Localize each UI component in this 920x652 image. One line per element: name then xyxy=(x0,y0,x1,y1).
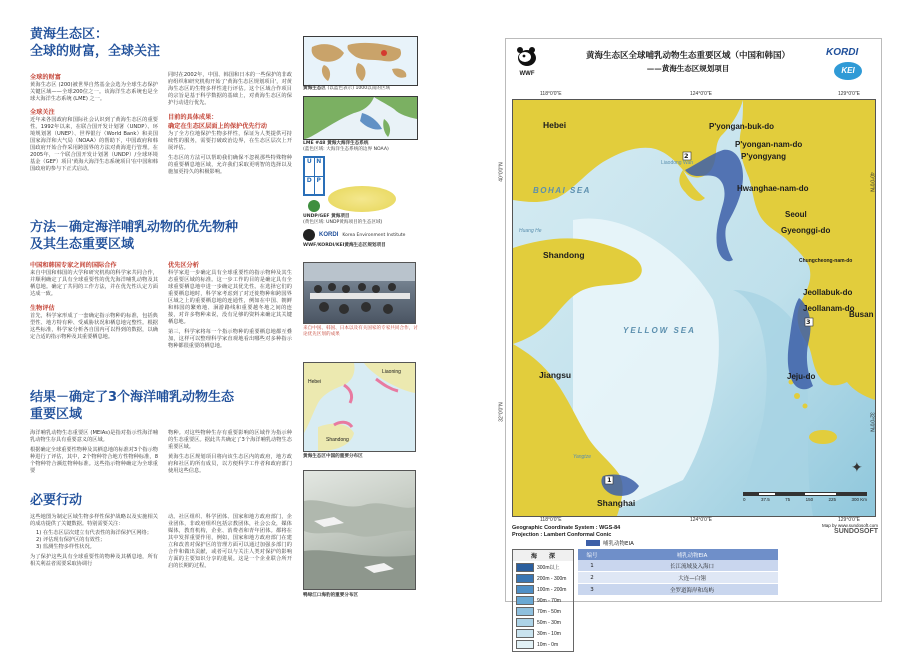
depth-legend-rows xyxy=(513,561,573,651)
credit-url: Map by www.sundosoft.com xyxy=(821,523,878,528)
label-gyeonggi: Gyeonggi-do xyxy=(781,226,831,235)
depth-legend-row xyxy=(516,606,570,617)
map-frame xyxy=(512,99,876,517)
depth-legend-row xyxy=(516,562,570,573)
label-yangtze: Yangtze xyxy=(573,454,591,460)
section4-title: 必要行动 xyxy=(30,493,83,508)
para-goal2: 生态区的方法可以帮助我们确保不忽视那些特殊物种的重要栖息地区域，允许我们采取更明智的选择以及施加更持久的积极影响。 xyxy=(168,155,292,175)
caption-partners: WWF/KORDI/KEI黄海生态区规划项目 xyxy=(303,243,386,248)
depth-range-label: 200m - 300m xyxy=(537,575,567,582)
label-pyongan-buk: P'yongan-buk-do xyxy=(709,122,775,131)
partner-logos xyxy=(303,228,423,242)
sub-biology: 生物评估 xyxy=(30,305,55,312)
para-analysis: 科学家进一步确定具有全球重要性的指示物种及其生态重要区域的标准。这一步工作的目的是确定具有全球重要栖息地中进一步确定其优先性。在选择它们的重要栖息地时，科学家考虑到了对迁徙物种和跨国界区域之上的重要栖息地的连通性，例如在中国、朝鲜和韩国的繁殖地、洄游路线和重要越冬地之间的连接，对许多物种来说，没有足够的资料来确定其关键栖息地。 xyxy=(168,270,292,325)
legend-meia xyxy=(586,539,634,547)
scale-tick-2: 75 xyxy=(785,497,791,502)
caption-lme-title: LME #48 黄海大海洋生态系统 xyxy=(303,141,369,146)
label-hwanghae: Hwanghae-nam-do xyxy=(737,184,809,193)
mini-label-shandong: Shandong xyxy=(326,437,349,443)
para-mid-result: 物种。对这些物种生存有重要影响的区域作为指示种的生态重要区。据此共共确定了3个海洋哺乳动物生态重要区域。 xyxy=(168,430,292,450)
mini-distribution-map xyxy=(303,362,416,452)
para-mid-action: 动。社区组织、科学团体、国家和地方政府部门，企业团体，非政府组织包括宗教团体，社会公众，媒体媒体，教育机构，企业、消费者和青年团体。都将在其中发挥重要作用，例如，国家和地方政府部门在建立和改善对保护区的管理方面可以通过加强多部门的合作和做出贡献，或者可以与关注人类对保护的影响方面的主要知识分享的进展。这是一个企业联合所开启的长期的过程。 xyxy=(168,514,292,569)
aerial-photo-graphic xyxy=(304,471,415,589)
analysis-block xyxy=(168,260,292,350)
bottom-tick-2: 124°0'0"E xyxy=(690,517,712,523)
sub-analysis: 优先区分析 xyxy=(168,262,199,269)
table-cell-name: 全罗道海岸和岛屿 xyxy=(669,587,714,594)
figure-world-map xyxy=(303,36,418,86)
section2-title xyxy=(30,219,300,253)
map-subtitle: ——黄海生态区规划项目 xyxy=(646,64,730,73)
action-block-2 xyxy=(168,514,292,570)
mini-label-hebei: Hebei xyxy=(308,379,322,385)
scale-bar xyxy=(743,492,867,512)
scale-tick-4: 225 xyxy=(828,497,837,502)
sub-goal: 目前的具体成果： xyxy=(168,114,218,121)
top-tick-3: 129°0'0"E xyxy=(838,91,860,97)
section2-title-line2: 及其生态重要区域 xyxy=(30,237,135,252)
depth-legend-title: 海 深 xyxy=(513,550,573,561)
para-concern: 近年来各国政府和国际社会认识到了黄海生态区的重要性。1992年以来，在联合国开发计划署（UNDP）、环境规划署（UNEP）、世界银行（World Bank）和美国国家海洋和大气局（NOAA）的帮助下，中国政府和韩国政府开始合作采用跨国界的方法对黄海进行管理。在2005年，一个联合国开发计划署（UNDP）/全球环境基金（GEF）项目'黄海大海洋生态系统项目'在中国和韩国政府的参与下正式启动。 xyxy=(30,117,158,172)
table-cell-name: 大连—白翎 xyxy=(678,575,706,582)
para-result2: 根据确定全球重要性物种及其栖息地的标准对3个指示物种进行了评估，其中，2个物种符合地方性物种标准，8个物种符合濒危物种标准。这些指示物种确定为全球重要 xyxy=(30,447,158,474)
section3-title-line1: 结果－确定了3个海洋哺乳动物生态 xyxy=(30,390,235,405)
global-wealth-block xyxy=(30,72,158,173)
depth-swatch xyxy=(516,618,534,627)
depth-range-label: 70m - 50m xyxy=(537,608,561,615)
label-jeju: Jeju-do xyxy=(787,372,816,381)
sub-concern: 全球关注 xyxy=(30,109,55,116)
depth-range-label: 300m以上 xyxy=(537,565,560,571)
wwf-panda-icon xyxy=(514,45,540,67)
label-jeollabuk: Jeollabuk-do xyxy=(803,288,853,297)
right-tick-1: 40°0'0"N xyxy=(868,172,875,192)
action-item-1: 1) 在生态区层次建立有代表性的海洋保护区网络； xyxy=(36,530,152,536)
depth-range-label: 10m - 0m xyxy=(537,641,559,648)
para-intro: 同时在2002年，中国、韩国和日本的一些保护的非政府组织和研究机构开始了'黄海生态区规划项目'，对黄海生态区的生物多样性进行评估。这个区域合作项目的宗旨是基于科学数据的基础上，对黄海生态区的保护行动进行优先。 xyxy=(168,72,292,106)
caption-undp xyxy=(303,214,433,226)
meia-table-rows xyxy=(578,560,778,596)
right-tick-2: 32°0'0"N xyxy=(868,412,875,432)
para-action2: 为了保护这些具有全球重要性的物种及其栖息地，所有相关利益者需要采取协调行 xyxy=(30,554,158,567)
table-row xyxy=(578,560,778,572)
result-block-2 xyxy=(168,430,292,475)
depth-legend xyxy=(512,549,574,652)
table-header-number: 编号 xyxy=(586,552,598,559)
left-column xyxy=(30,26,175,60)
label-pyongyang: P'yongyang xyxy=(741,152,787,161)
section1-title xyxy=(30,26,175,60)
table-cell-number: 3 xyxy=(590,586,594,593)
middle-top-block xyxy=(168,72,292,176)
left-tick-1: 40°0'0"N xyxy=(498,162,505,182)
sundosoft-logo: SUNDOSOFT xyxy=(834,528,878,535)
map-panel xyxy=(498,38,882,648)
depth-swatch xyxy=(516,563,534,572)
table-cell-name: 长江流域及入海口 xyxy=(669,563,714,570)
depth-range-label: 90m - 70m xyxy=(537,597,561,604)
depth-legend-row xyxy=(516,617,570,628)
gef-globe-icon xyxy=(308,200,320,212)
section3-title-line2: 重要区域 xyxy=(30,407,83,422)
top-tick-1: 118°0'0"E xyxy=(540,91,562,97)
depth-swatch xyxy=(516,574,534,583)
label-chungcheong: Chungcheong-nam-do xyxy=(799,258,853,264)
depth-range-label: 30m - 10m xyxy=(537,630,561,637)
sub-global: 全球的财富 xyxy=(30,74,61,81)
area-number-2: 2 xyxy=(684,152,689,160)
para-biology: 首先，科学家形成了一套确定指示物种的标准，包括典型性、地方特有种、受威胁状况和栖息地完整性。根据这些标准，科学家分析各自国内可以得到的数据，以确定合适的指示物种及其重要栖息地。 xyxy=(30,313,158,340)
depth-swatch xyxy=(516,596,534,605)
coord-line-1: Geographic Coordinate System : WGS-84 xyxy=(512,525,621,531)
action-item-2: 2) 评估现有保护区的有效性； xyxy=(36,537,106,543)
section1-title-line1: 黄海生态区： xyxy=(30,27,109,42)
legend-meia-label: 哺乳动物EIA xyxy=(603,541,634,547)
bottom-tick-3: 129°0'0"E xyxy=(838,517,860,523)
label-shanghai: Shanghai xyxy=(597,498,636,508)
label-jiangsu: Jiangsu xyxy=(539,370,572,380)
section3-title xyxy=(30,389,300,423)
depth-legend-row xyxy=(516,595,570,606)
section2-title-line1: 方法－确定海洋哺乳动物的优先物种 xyxy=(30,220,239,235)
label-yellow-sea: YELLOW SEA xyxy=(623,326,696,335)
depth-swatch xyxy=(516,629,534,638)
para-analysis2: 第三，科学家将每一个指示物种的重要栖息地都互叠加，这样可以整理科学家直观地看出哪些对多种指示物种都很重要的栖息地。 xyxy=(168,329,292,349)
scale-tick-5: 300 Km xyxy=(851,497,867,502)
map-title: 黄海生态区全球哺乳动物生态重要区域（中国和韩国） xyxy=(585,51,790,61)
para-action: 这些地图为制定区域生物多样性保护战略以及实施相关的成功提供了关键数据。特别需要关注： xyxy=(30,514,158,527)
map-credit xyxy=(796,523,878,535)
para-goal: 为了全方位地保护生物多样性，保证为人类提供可持续性的服务，需要打破政治边界，在生态区层次上开展评估。 xyxy=(168,131,292,151)
label-seoul: Seoul xyxy=(785,210,807,219)
depth-range-label: 50m - 30m xyxy=(537,619,561,626)
sub-cooperation: 中国和韩国专家之间的国际合作 xyxy=(30,262,117,269)
label-jeollanam: Jeollanam-do xyxy=(803,304,855,313)
compass-icon: ✦ xyxy=(851,460,863,476)
label-liaodong: Liaodong Wan xyxy=(661,160,694,166)
caption-undp-title: UNDP/GEF 黄海项目 xyxy=(303,214,350,219)
caption-undp-sub: (黄色区域: UNDP黄海项目的生态区域) xyxy=(303,220,383,225)
legend-meia-swatch xyxy=(586,540,600,546)
wwf-label: WWF xyxy=(519,71,535,77)
depth-swatch xyxy=(516,607,534,616)
caption-worldmap-title: 黄海生态区 xyxy=(303,86,326,91)
kordi-logo: KORDI xyxy=(826,47,859,58)
meia-table xyxy=(578,549,778,596)
table-header-name: 哺乳动物EIA xyxy=(676,552,708,559)
kei-small-logo: Korea Environment Institute xyxy=(342,232,406,238)
label-bohai: BOHAI SEA xyxy=(533,186,591,195)
workshop-photo xyxy=(303,262,416,324)
mini-map-graphic xyxy=(304,363,415,451)
scale-tick-3: 150 xyxy=(805,497,814,502)
table-cell-number: 1 xyxy=(590,562,594,569)
scale-tick-0: 0 xyxy=(743,497,746,502)
label-hebei: Hebei xyxy=(543,120,567,130)
label-busan: Busan xyxy=(849,310,874,319)
para-cooperation: 来自中国和韩国的大学和研究机构的科学家共同合作，并顺利确定了具有全球重要性的优先海洋哺乳动物及其栖息地。确定了共同的工作方法，并在优先性认定方面达成一致。 xyxy=(30,270,158,297)
depth-swatch xyxy=(516,585,534,594)
caption-workshop: 来自中国、韩国、日本以及有关国家的专家共同合作，讨论优先区划的成果 xyxy=(303,326,418,337)
kordi-small-logo: KORDI xyxy=(319,232,339,238)
caption-lme-sub: (蓝色区域: 大海洋生态系统的边界 NOAA) xyxy=(303,147,389,152)
left-tick-2: 32°0'0"N xyxy=(498,402,505,422)
depth-legend-row xyxy=(516,573,570,584)
lme-map-graphic xyxy=(304,97,417,139)
aerial-photo xyxy=(303,470,416,590)
table-row xyxy=(578,584,778,596)
coord-line-2: Projection : Lambert Conformal Conic xyxy=(512,532,612,538)
para-global: 黄海生态区 (200)被世界自然基金会选为全球生态保护关键区域——全球200位之一。该海洋生态系统也是全球大海洋生态系统 (LME) 之一。 xyxy=(30,82,158,102)
area-number-3: 3 xyxy=(806,318,811,326)
para-mid-result2: 黄海生态区规划项目将向该生态区内的政府，地方政府和社区的所有成员，以方便科学工作者和政府部门使用这些信息。 xyxy=(168,454,292,474)
mini-label-liaoning: Liaoning xyxy=(382,369,401,375)
label-huang-he: Huang He xyxy=(519,228,542,234)
label-shandong: Shandong xyxy=(543,250,585,260)
caption-worldmap xyxy=(303,86,433,92)
caption-aerial: 鸭绿江口海豹的重要分布区 xyxy=(303,593,359,598)
workshop-photo-graphic xyxy=(304,263,415,323)
result-block xyxy=(30,430,158,475)
bottom-tick-1: 118°0'0"E xyxy=(540,517,562,523)
scale-tick-1: 37.5 xyxy=(760,497,770,502)
wwf-panda-small-icon xyxy=(303,229,315,241)
figure-lme-map xyxy=(303,96,418,140)
area-number-1: 1 xyxy=(607,476,612,484)
depth-legend-row xyxy=(516,584,570,595)
depth-legend-row xyxy=(516,639,570,650)
depth-legend-row xyxy=(516,628,570,639)
caption-lme xyxy=(303,141,433,153)
world-map-graphic xyxy=(304,37,417,85)
section1-title-line2: 全球的财富，全球关注 xyxy=(30,44,161,59)
undp-logo: U N D P xyxy=(303,156,325,196)
kei-logo: KEI xyxy=(834,62,862,80)
depth-range-label: 100m - 200m xyxy=(537,586,567,593)
sub-goal2: 确定在生态区层面上的保护优先行动 xyxy=(168,123,267,130)
caption-mini-map: 黄海生态区中国的重要分布区 xyxy=(303,454,363,459)
depth-swatch xyxy=(516,640,534,649)
cooperation-block xyxy=(30,260,158,341)
para-result1: 海洋哺乳动物生态重要区 (MEIAs)是指对指示性海洋哺乳动物生存具有重要意义的区域。 xyxy=(30,430,158,443)
action-block xyxy=(30,514,158,568)
top-tick-2: 124°0'0"E xyxy=(690,91,712,97)
caption-worldmap-sub: (以蓝色表示) 1000以南的区域 xyxy=(327,86,391,91)
yellow-sea-logo xyxy=(328,186,396,212)
coord-system xyxy=(512,525,620,539)
table-row xyxy=(578,572,778,584)
action-item-3: 3) 监测生物多样性状况。 xyxy=(36,544,95,550)
table-cell-number: 2 xyxy=(590,574,594,581)
label-pyongan-nam: P'yongan-nam-do xyxy=(735,140,803,149)
wwf-logo xyxy=(514,45,540,75)
